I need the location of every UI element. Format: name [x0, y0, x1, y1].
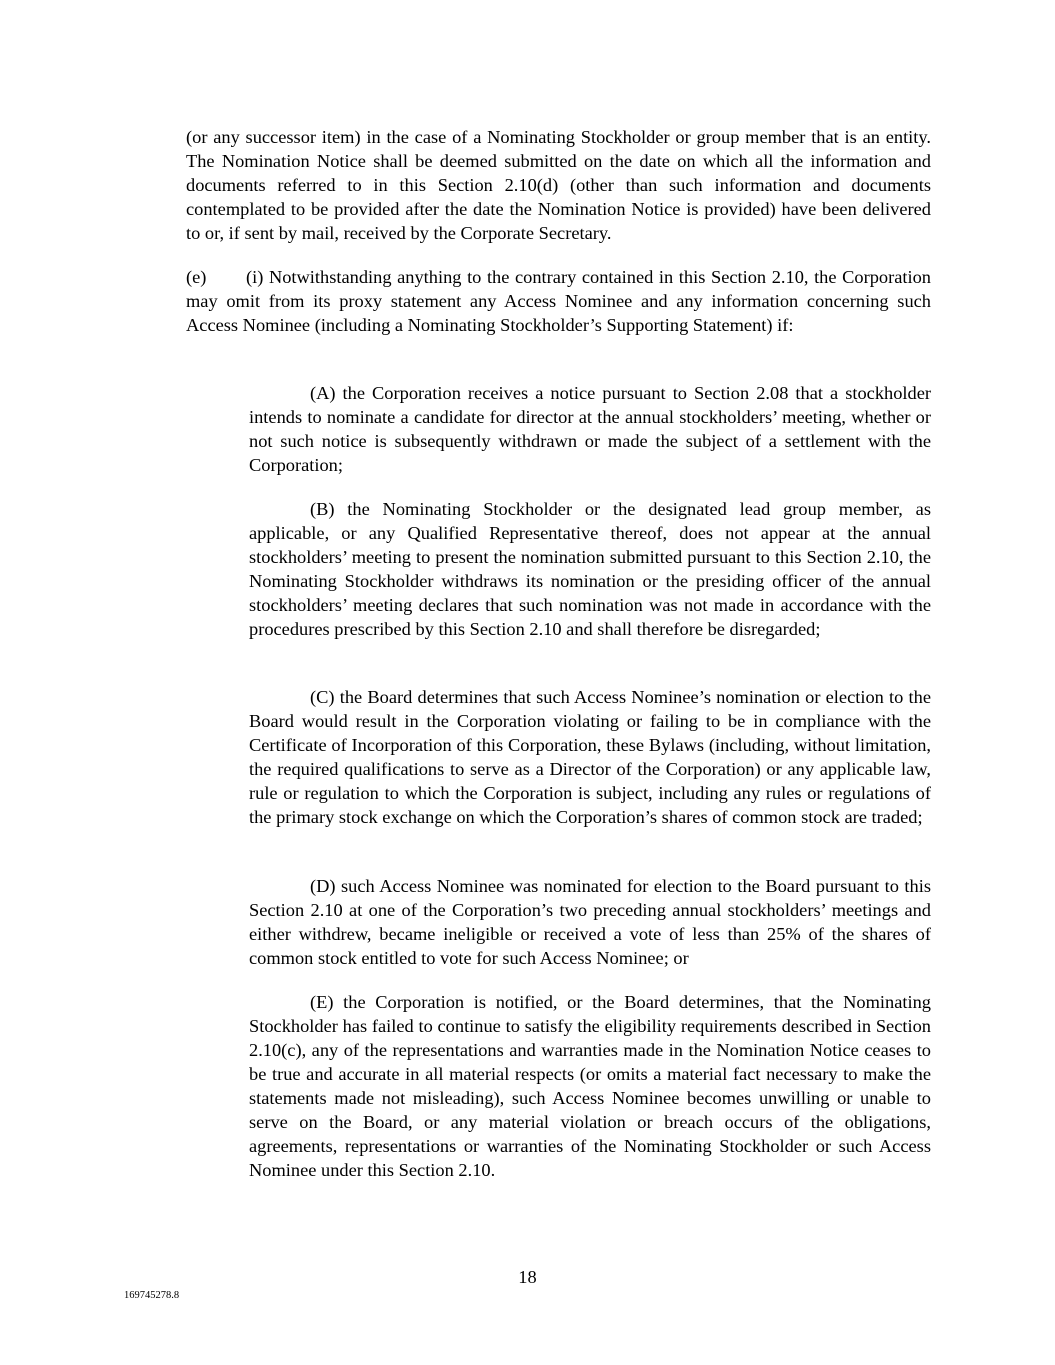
- section-e-text: (i) Notwithstanding anything to the contrary contained in this Section 2.10, the Corporation may omit from its proxy statement any Access Nominee and any information concerning such Access Nominee (including a Nominating Stockholder’s Supporting Statement) if:: [186, 267, 931, 335]
- list-item-d: (D) such Access Nominee was nominated for election to the Board pursuant to this Section 2.10 at one of the Corporation’s two preceding annual stockholders’ meetings and either withdrew, became ineligible or received a vote of less than 25% of the shares of common stock entitled to vote for such Access Nominee; or: [249, 876, 931, 968]
- list-item-b: (B) the Nominating Stockholder or the designated lead group member, as applicable, or any Qualified Representative thereof, does not appear at the annual stockholders’ meeting to present the nomination submitted pursuant to this Section 2.10, the Nominating Stockholder withdraws its nomination or the presiding officer of the annual stockholders’ meeting declares that such nomination was not made in accordance with the procedures prescribed by this Section 2.10 and shall therefore be disregarded;: [249, 499, 931, 639]
- page-number: 18: [518, 1267, 537, 1287]
- section-e-paragraph: [186, 265, 931, 337]
- continued-paragraph: (or any successor item) in the case of a Nominating Stockholder or group member that is an entity. The Nomination Notice shall be deemed submitted on the date on which all the information and documents referred to in this Section 2.10(d) (other than such information and documents contemplated to be provided after the date the Nomination Notice is provided) have been delivered to or, if sent by mail, received by the Corporate Secretary.: [186, 127, 931, 243]
- section-e-label: (e): [186, 267, 207, 287]
- list-item-e: (E) the Corporation is notified, or the Board determines, that the Nominating Stockholder has failed to continue to satisfy the eligibility requirements described in Section 2.10(c), any of the representations and warranties made in the Nomination Notice ceases to be true and accurate in all material respects (or omits a material fact necessary to make the statements made not misleading), such Access Nominee becomes unwilling or unable to serve on the Board, or any material violation or breach occurs of the obligations, agreements, representations or warranties of the Nominating Stockholder or such Access Nominee under this Section 2.10.: [249, 992, 931, 1180]
- document-id: 169745278.8: [124, 1290, 180, 1301]
- list-item-c: (C) the Board determines that such Access Nominee’s nomination or election to the Board would result in the Corporation violating or failing to be in compliance with the Certificate of Incorporation of this Corporation, these Bylaws (including, without limitation, the required qualifications to serve as a Director of the Corporation) or any applicable law, rule or regulation to which the Corporation is subject, including any rules or regulations of the primary stock exchange on which the Corporation’s shares of common stock are traded;: [249, 687, 931, 827]
- list-item-a: (A) the Corporation receives a notice pursuant to Section 2.08 that a stockholder intends to nominate a candidate for director at the annual stockholders’ meeting, whether or not such notice is subsequently withdrawn or made the subject of a settlement with the Corporation;: [249, 383, 931, 475]
